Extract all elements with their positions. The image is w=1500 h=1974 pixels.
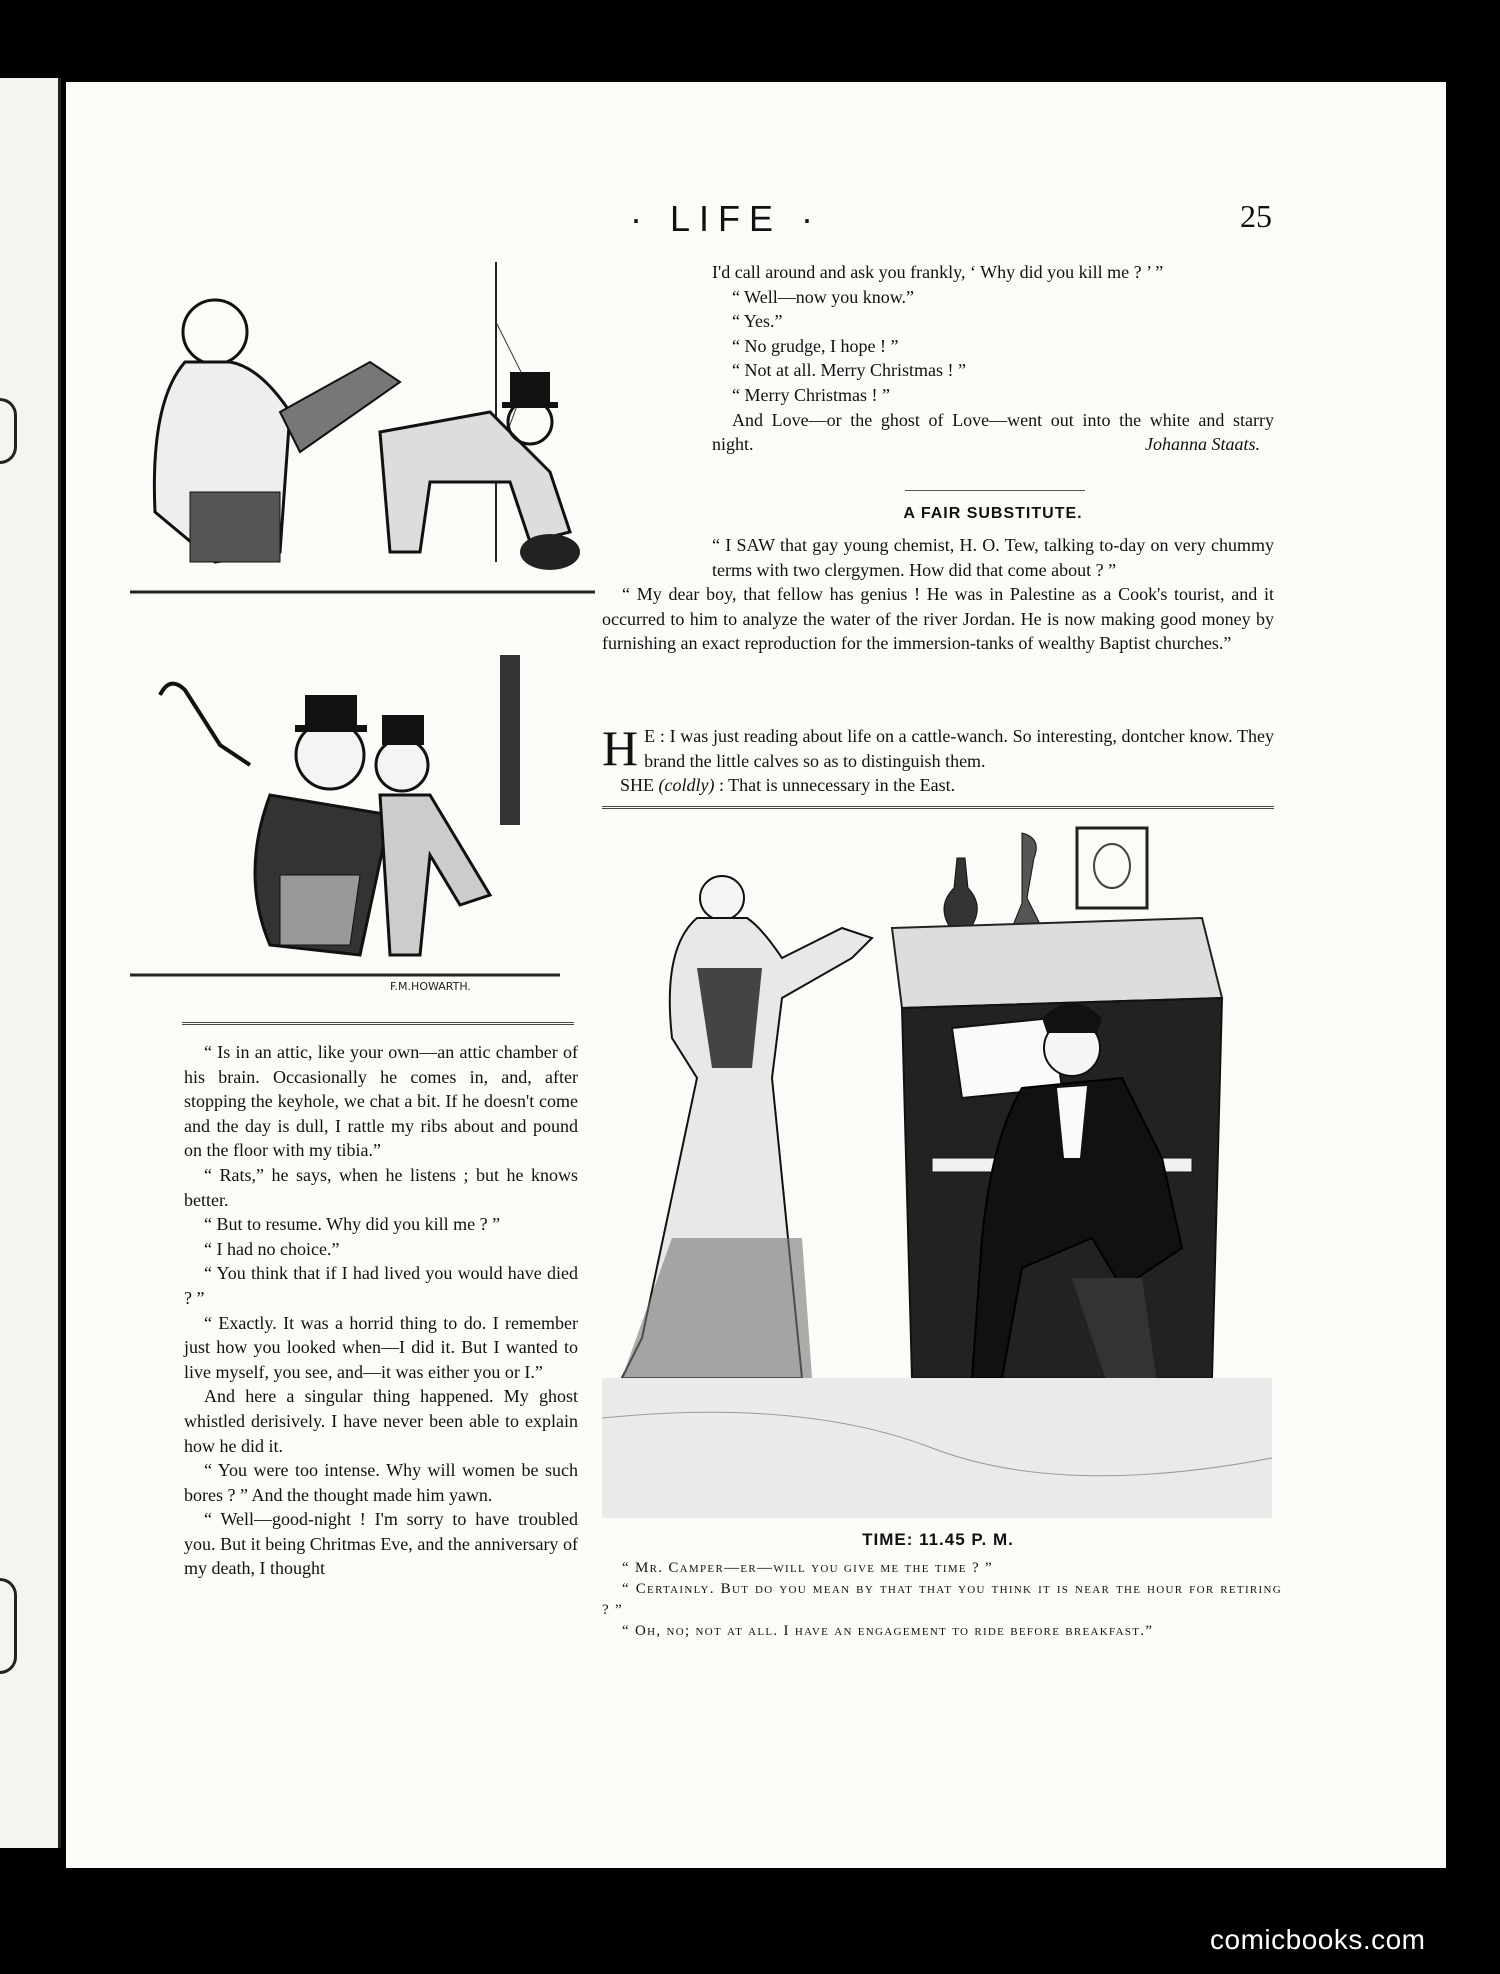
site-watermark: comicbooks.com	[1210, 1924, 1426, 1955]
closing-line: And Love—or the ghost of Love—went out into the white and starry night.	[712, 409, 1274, 455]
paragraph: “ Well—now you know.”	[732, 286, 915, 307]
paragraph: “ You think that if I had lived you would have died ? ”	[184, 1263, 578, 1308]
paragraph: “ No grudge, I hope ! ”	[732, 335, 899, 356]
she-line: : That is unnecessary in the East.	[718, 775, 956, 796]
paragraph: “ Merry Christmas ! ”	[732, 384, 890, 405]
cartoon-illustration-1	[130, 262, 600, 602]
fair-substitute-article	[602, 533, 1274, 656]
paragraph: And here a singular thing happened. My ghost whistled derisively. I have never been able to explain how he did it.	[184, 1386, 578, 1456]
previous-page-edge	[0, 78, 61, 1848]
paragraph: “ Yes.”	[732, 311, 783, 332]
article-heading: A FAIR SUBSTITUTE.	[903, 505, 1083, 522]
stage-direction: (coldly)	[658, 775, 715, 796]
she-label: SHE	[620, 775, 655, 796]
drop-cap: H	[602, 720, 639, 776]
caption-line: “ Oh, no; not at all. I have an engagement to ride before breakfast.”	[622, 1623, 1154, 1639]
he-line: E : I was just reading about life on a cattle-wanch. So interesting, dontcher know. They brand the little calves so as to distinguish them.	[644, 726, 1274, 771]
illustration-title: TIME: 11.45 P. M.	[862, 1530, 1014, 1549]
illustration-caption	[602, 1558, 1282, 1642]
left-column	[184, 1040, 578, 1581]
parlor-illustration	[602, 818, 1272, 1518]
paragraph: “ Is in an attic, like your own—an attic chamber of his brain. Occasionally he comes in, and, after stopping the keyhole, we chat a bit. If he doesn't come and the day is dull, I rattle my ribs about and pound on the floor with my tibia.”	[184, 1042, 578, 1161]
cartoon-illustration-2	[130, 655, 590, 995]
paragraph: I'd call around and ask you frankly, ‘ Why did you kill me ? ’ ”	[712, 262, 1164, 282]
divider	[602, 806, 1274, 809]
paragraph: “ Well—good-night ! I'm sorry to have troubled you. But it being Chritmas Eve, and the anniversary of my death, I thought	[184, 1509, 578, 1579]
right-column-continuation	[712, 260, 1274, 457]
divider	[905, 490, 1085, 491]
paragraph: “ I SAW that gay young chemist, H. O. Tew, talking to-day on very chummy terms with two clergymen. How did that come about ? ”	[712, 535, 1274, 580]
paragraph: “ You were too intense. Why will women be such bores ? ” And the thought made him yawn.	[184, 1460, 578, 1505]
page-edge-ornament	[0, 398, 17, 464]
caption-line: “ Mr. Camper—er—will you give me the time ? ”	[622, 1560, 993, 1576]
paragraph: “ Exactly. It was a horrid thing to do. I remember just how you looked when—I did it. But I wanted to live myself, you see, and—it was either you or I.”	[184, 1312, 578, 1382]
artist-signature: F.M.HOWARTH.	[390, 980, 471, 993]
paragraph: “ I had no choice.”	[204, 1238, 340, 1259]
paragraph	[712, 408, 1274, 457]
caption-line: “ Certainly. But do you mean by that that you think it is near the hour for retiring ? ”	[602, 1581, 1282, 1618]
divider	[182, 1022, 574, 1025]
he-she-joke	[602, 720, 1274, 798]
page-edge-ornament	[0, 1578, 17, 1674]
paragraph: “ Not at all. Merry Christmas ! ”	[732, 360, 966, 381]
masthead-title: · LIFE ·	[630, 198, 823, 239]
paragraph: “ But to resume. Why did you kill me ? ”	[204, 1214, 501, 1235]
paragraph: “ My dear boy, that fellow has genius ! He was in Palestine as a Cook's tourist, and it occurred to him to analyze the water of the river Jordan. He is now making good money by furnishing an exact reproduction for the immersion-tanks of wealthy Baptist churches.”	[602, 584, 1274, 654]
paragraph: “ Rats,” he says, when he listens ; but he knows better.	[184, 1164, 578, 1210]
author-signature: Johanna Staats.	[1145, 434, 1260, 455]
page-number: 25	[1240, 198, 1272, 234]
